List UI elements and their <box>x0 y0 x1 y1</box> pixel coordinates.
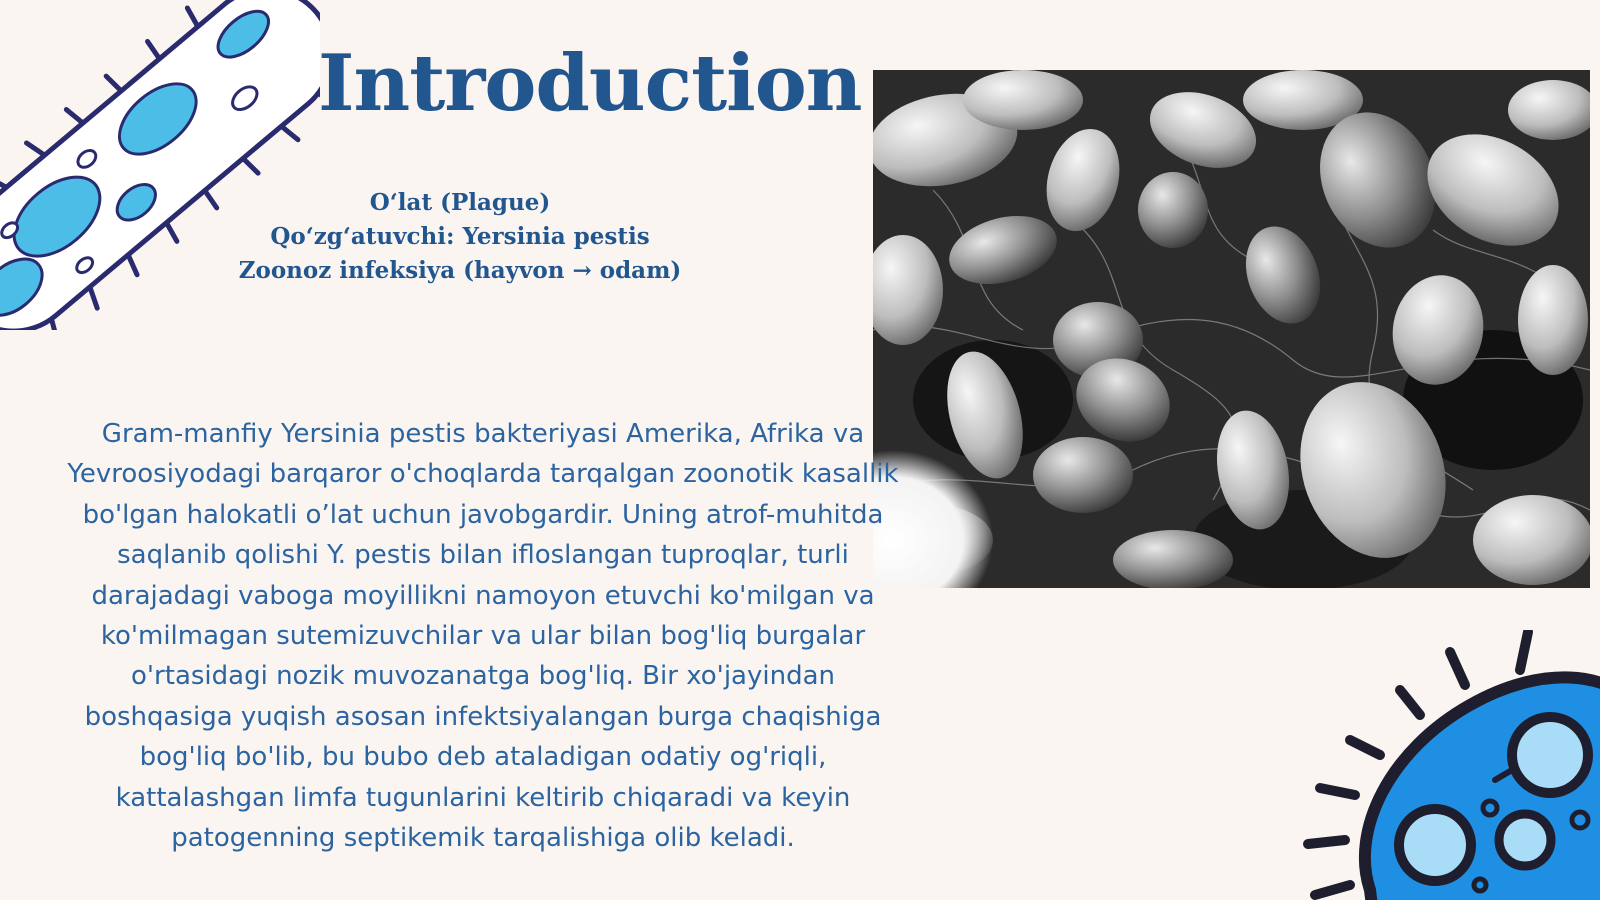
body-paragraph: Gram-manfiy Yersinia pestis bakteriyasi Amerika, Afrika va Yevroosiyodagi barqaror o'choqlarda tarqalgan zoonotik kasallik bo'lgan halokatli o’lat uchun javobgardir. Uning atrof-muhitda saqlanib qolishi Y. pestis bilan ifloslangan tuproqlar, turli darajadagi vaboga moyillikni namoyon etuvchi ko'milgan va ko'milmagan sutemizuvchilar va ular bilan bog'liq burgalar o'rtasidagi nozik muvozanatga bog'liq. Bir xo'jayindan boshqasiga yuqish asosan infektsiyalangan burga chaqishiga bog'liq bo'lib, bu bubo deb ataladigan odatiy og'riqli, kattalashgan limfa tugunlarini keltirib chiqaradi va keyin patogenning septikemik tarqalishiga olib keladi. <box>67 419 899 854</box>
subtitle-line-pathogen: Qo‘zg‘atuvchi: Yersinia pestis <box>270 223 650 250</box>
subtitle-line-disease: O‘lat (Plague) <box>369 189 551 216</box>
subtitle-block <box>160 186 760 288</box>
subtitle-line-infection-type: Zoonoz infeksiya (hayvon → odam) <box>238 257 682 284</box>
micrograph-image <box>873 70 1590 588</box>
slide-title: Introduction <box>318 38 862 129</box>
flagellated-bacterium-icon <box>1280 630 1600 900</box>
